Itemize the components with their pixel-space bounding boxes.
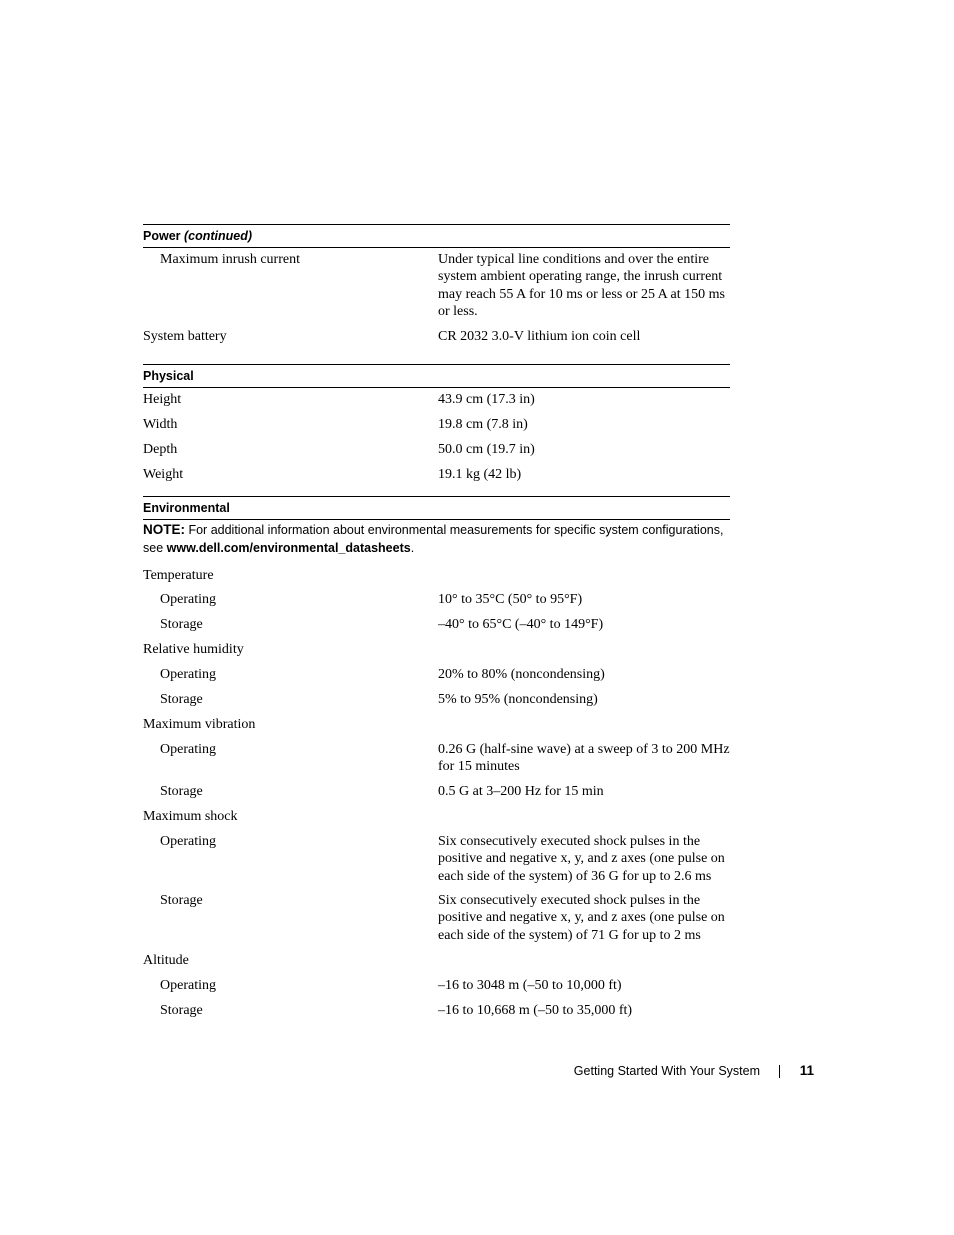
spec-label: Storage xyxy=(160,692,203,707)
spec-value: CR 2032 3.0-V lithium ion coin cell xyxy=(438,329,641,344)
power-header-label: Power xyxy=(143,229,181,243)
spec-row-vibration-operating xyxy=(143,741,730,783)
note-url: www.dell.com/environmental_datasheets xyxy=(166,541,411,555)
section-header-environmental xyxy=(143,496,730,520)
spec-value: Under typical line conditions and over the entire system ambient operating range, the inrush current may reach 55 A for 10 ms or less or 25 A at 150 ms or less. xyxy=(438,252,725,319)
physical-header-label: Physical xyxy=(143,369,194,383)
spec-value: 5% to 95% (noncondensing) xyxy=(438,692,598,707)
spec-label: Width xyxy=(143,417,178,432)
spec-group-vibration xyxy=(143,716,730,741)
spec-label: Operating xyxy=(160,592,216,607)
spec-group-temperature xyxy=(143,567,730,591)
spec-value: 50.0 cm (19.7 in) xyxy=(438,442,535,457)
spec-label: Depth xyxy=(143,442,178,457)
spec-group-label: Relative humidity xyxy=(143,642,244,657)
spec-label: Operating xyxy=(160,742,216,757)
power-header-suffix: (continued) xyxy=(184,229,253,243)
environmental-note xyxy=(143,521,730,557)
spec-group-label: Maximum vibration xyxy=(143,717,256,732)
note-end: . xyxy=(410,541,415,555)
spec-row-altitude-storage xyxy=(143,1002,730,1027)
spec-row-height xyxy=(143,391,730,416)
spec-row-temperature-storage xyxy=(143,616,730,641)
spec-value: 0.26 G (half-sine wave) at a sweep of 3 to 200 MHz for 15 minutes xyxy=(438,742,730,775)
spec-row-humidity-storage xyxy=(143,691,730,716)
spec-row-temperature-operating xyxy=(143,591,730,616)
spec-value: Six consecutively executed shock pulses in the positive and negative x, y, and z axes (one pulse on each side of the system) of 71 G for up to 2 ms xyxy=(438,893,725,943)
page-number: 11 xyxy=(799,1063,814,1078)
spec-group-humidity xyxy=(143,641,730,666)
spec-row-vibration-storage xyxy=(143,783,730,808)
spec-group-label: Altitude xyxy=(143,953,189,968)
spec-value: 43.9 cm (17.3 in) xyxy=(438,392,535,407)
footer-title: Getting Started With Your System xyxy=(573,1064,760,1078)
spec-group-shock xyxy=(143,808,730,833)
spec-value: 20% to 80% (noncondensing) xyxy=(438,667,605,682)
spec-label: Storage xyxy=(160,893,203,908)
spec-row-battery xyxy=(143,328,730,364)
spec-label: Operating xyxy=(160,834,216,849)
spec-row-shock-storage xyxy=(143,892,730,952)
spec-row-weight xyxy=(143,466,730,499)
spec-label: System battery xyxy=(143,329,227,344)
footer-separator xyxy=(779,1065,780,1078)
spec-value: –16 to 10,668 m (–50 to 35,000 ft) xyxy=(438,1003,633,1018)
spec-value: –40° to 65°C (–40° to 149°F) xyxy=(438,617,604,632)
spec-row-altitude-operating xyxy=(143,977,730,1002)
spec-value: –16 to 3048 m (–50 to 10,000 ft) xyxy=(438,978,622,993)
spec-value: 0.5 G at 3–200 Hz for 15 min xyxy=(438,784,604,799)
spec-row-depth xyxy=(143,441,730,466)
spec-label: Operating xyxy=(160,978,216,993)
note-text: For additional information about environmental measurements for specific system configurations, see xyxy=(143,523,724,555)
spec-row-width xyxy=(143,416,730,441)
spec-value: Six consecutively executed shock pulses in the positive and negative x, y, and z axes (one pulse on each side of the system) of 36 G for up to 2.6 ms xyxy=(438,834,725,884)
note-label: NOTE: xyxy=(143,522,185,537)
spec-row-humidity-operating xyxy=(143,666,730,691)
spec-label: Storage xyxy=(160,617,203,632)
spec-value: 10° to 35°C (50° to 95°F) xyxy=(438,592,583,607)
section-header-physical xyxy=(143,364,730,388)
section-header-power xyxy=(143,224,730,248)
spec-group-label: Maximum shock xyxy=(143,809,238,824)
spec-label: Operating xyxy=(160,667,216,682)
spec-group-label: Temperature xyxy=(143,568,214,583)
spec-label: Storage xyxy=(160,784,203,799)
spec-group-altitude xyxy=(143,952,730,977)
spec-value: 19.8 cm (7.8 in) xyxy=(438,417,528,432)
spec-table xyxy=(143,224,730,1027)
spec-row-inrush xyxy=(143,251,730,328)
spec-label: Height xyxy=(143,392,182,407)
spec-row-shock-operating xyxy=(143,833,730,892)
spec-label: Storage xyxy=(160,1003,203,1018)
spec-value: 19.1 kg (42 lb) xyxy=(438,467,522,482)
spec-label: Weight xyxy=(143,467,184,482)
page-footer xyxy=(520,1062,814,1080)
spec-label: Maximum inrush current xyxy=(160,252,300,267)
environmental-header-label: Environmental xyxy=(143,501,230,515)
